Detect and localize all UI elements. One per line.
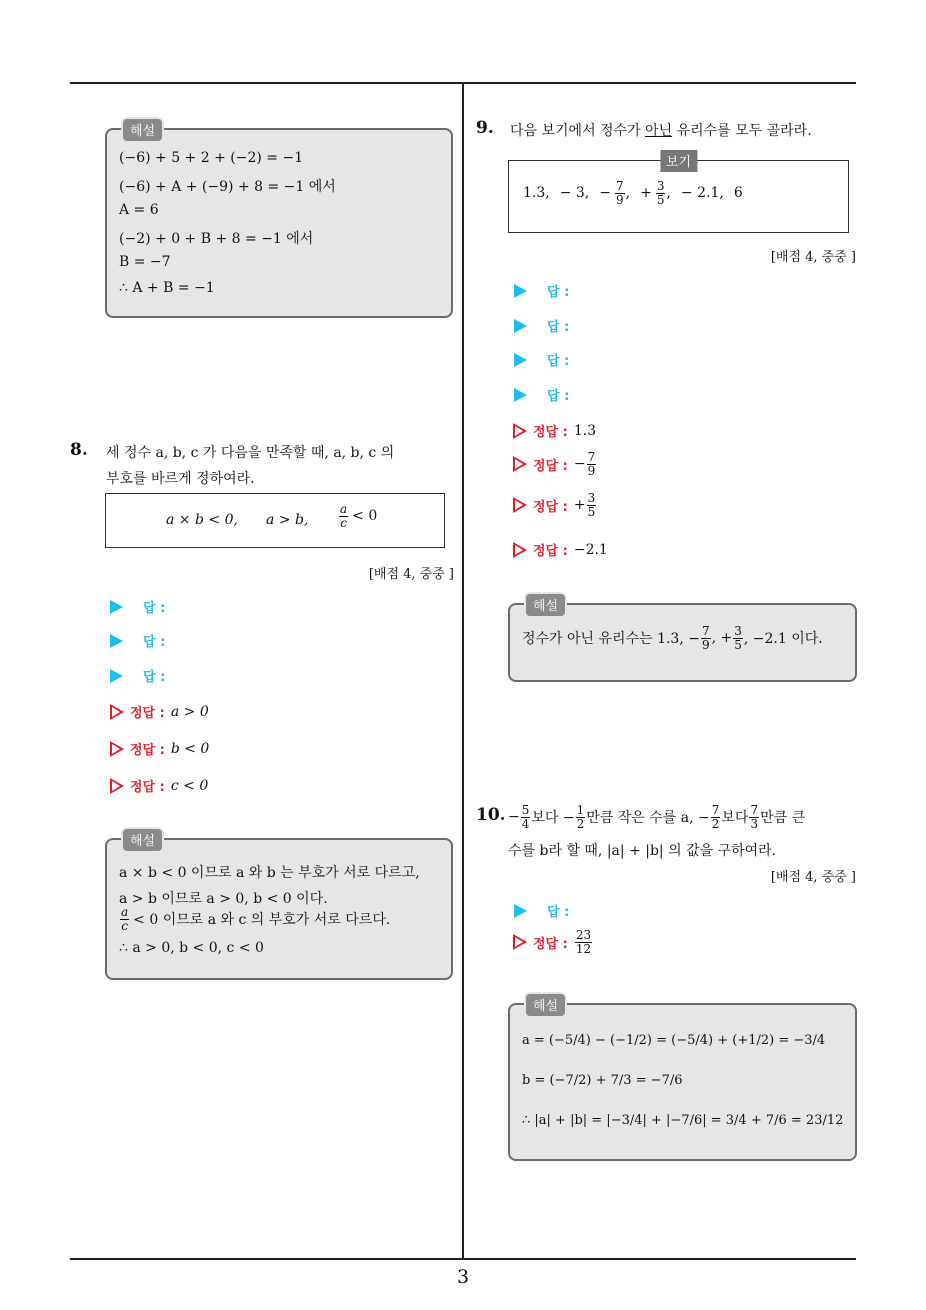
- solution-text: , −2.1 이다.: [743, 631, 823, 648]
- correct-label: 정답 :: [130, 780, 165, 795]
- fraction-numerator: 7: [750, 803, 759, 817]
- answer-label: 답 :: [547, 389, 570, 404]
- question-text: [510, 120, 812, 140]
- answer-field[interactable]: [110, 597, 165, 616]
- answer-label: 답 :: [143, 670, 166, 685]
- sign: +: [573, 497, 586, 514]
- sign: +: [640, 185, 652, 202]
- condition-3: [338, 503, 377, 529]
- condition-1: a × b < 0,: [166, 512, 238, 528]
- correct-label: 정답 :: [130, 706, 165, 721]
- page-number: 3: [456, 1266, 470, 1288]
- question-text-part: 보다: [721, 810, 749, 827]
- sign: −: [573, 456, 586, 473]
- question-text: [508, 804, 805, 830]
- correct-answer: [513, 492, 597, 518]
- arrow-icon: [514, 904, 527, 918]
- sign: −: [599, 185, 611, 202]
- solution-line: (−6) + A + (−9) + 8 = −1 에서: [119, 179, 336, 195]
- answer-label: 답 :: [547, 320, 570, 335]
- correct-answer: [110, 739, 209, 758]
- correct-answer: [110, 702, 209, 721]
- question-text: 수를 b라 할 때, |a| + |b| 의 값을 구하여라.: [508, 843, 777, 859]
- correct-value: −2.1: [573, 541, 608, 558]
- arrow-icon: [514, 319, 527, 333]
- fraction-numerator: 5: [521, 803, 530, 817]
- score-label: [배점 4, 중중 ]: [770, 250, 856, 265]
- fraction-numerator: 3: [734, 624, 742, 638]
- answer-field[interactable]: [110, 631, 165, 650]
- bogi-items: [523, 180, 743, 206]
- solution-tag: 해설: [121, 827, 164, 853]
- solution-line: A = 6: [119, 202, 159, 218]
- sign: −: [508, 809, 520, 826]
- open-arrow-icon: [110, 741, 124, 757]
- fraction-numerator: 23: [575, 928, 592, 942]
- score-label: [배점 4, 중중 ]: [368, 567, 454, 582]
- condition-box: [105, 493, 445, 548]
- fraction-denominator: 5: [587, 504, 596, 519]
- bogi-item: − 3,: [559, 185, 590, 202]
- bogi-item: 1.3,: [523, 185, 550, 202]
- answer-field[interactable]: [110, 666, 165, 685]
- underlined-word: 아닌: [645, 123, 673, 139]
- correct-label: 정답 :: [533, 458, 568, 474]
- fraction-numerator: a: [121, 905, 129, 919]
- answer-field[interactable]: [514, 316, 569, 335]
- open-arrow-icon: [110, 778, 124, 794]
- answer-field[interactable]: [514, 385, 569, 404]
- score-label: [배점 4, 중중 ]: [770, 870, 856, 885]
- bogi-item: + $\frac{3}{5}$ ,: [640, 179, 671, 207]
- arrow-icon: [110, 669, 123, 683]
- correct-answer: [513, 451, 597, 477]
- fraction-denominator: 2: [711, 816, 720, 831]
- fraction-denominator: 5: [734, 637, 742, 652]
- correct-label: 정답 :: [533, 936, 568, 952]
- answer-label: 답 :: [547, 905, 570, 920]
- condition-2: a > b,: [266, 512, 309, 528]
- answer-label: 답 :: [143, 635, 166, 650]
- bogi-tag: 보기: [660, 150, 697, 172]
- fraction-numerator: 7: [616, 179, 624, 193]
- arrow-icon: [514, 284, 527, 298]
- question-text-part: 만큼 큰: [760, 810, 806, 827]
- solution-line: a × b < 0 이므로 a 와 b 는 부호가 서로 다르고,: [119, 865, 420, 881]
- correct-value: c < 0: [170, 777, 209, 794]
- solution-line: [119, 906, 390, 932]
- arrow-icon: [514, 388, 527, 402]
- correct-answer: [513, 540, 608, 559]
- answer-label: 답 :: [547, 354, 570, 369]
- solution-box-q10: [508, 999, 857, 1161]
- solution-line: ∴ A + B = −1: [119, 280, 215, 296]
- fraction-denominator: c: [121, 918, 128, 933]
- solution-line: a > b 이므로 a > 0, b < 0 이다.: [119, 891, 328, 907]
- fraction-denominator: 9: [616, 192, 624, 207]
- fraction-numerator: 7: [587, 450, 596, 464]
- condition-3-rest: < 0: [352, 508, 378, 525]
- correct-value: 1.3: [573, 422, 597, 439]
- solution-line: B = −7: [119, 254, 171, 270]
- solution-line: [522, 625, 823, 651]
- arrow-icon: [110, 600, 123, 614]
- fraction-numerator: a: [340, 502, 348, 516]
- answer-field[interactable]: [514, 901, 569, 920]
- fraction-denominator: c: [340, 515, 347, 530]
- fraction-denominator: 5: [656, 192, 665, 207]
- correct-label: 정답 :: [533, 544, 568, 559]
- question-text: 세 정수 a, b, c 가 다음을 만족할 때, a, b, c 의: [106, 445, 395, 461]
- open-arrow-icon: [513, 542, 527, 558]
- solution-text: < 0 이므로 a 와 c 의 부호가 서로 다르다.: [133, 912, 391, 929]
- correct-value: b < 0: [170, 740, 210, 757]
- solution-tag: 해설: [524, 992, 567, 1018]
- solution-box-q9: [508, 599, 857, 682]
- correct-label: 정답 :: [130, 743, 165, 758]
- fraction-denominator: 4: [521, 816, 530, 831]
- fraction-numerator: 3: [656, 179, 665, 193]
- question-number: 9.: [476, 118, 494, 138]
- question-text-part: 만큼 작은 수를 a, −: [586, 810, 710, 827]
- arrow-icon: [514, 353, 527, 367]
- fraction-numerator: 7: [711, 803, 720, 817]
- bogi-box: [508, 155, 849, 233]
- correct-label: 정답 :: [533, 425, 568, 440]
- solution-line: a = (−5/4) − (−1/2) = (−5/4) + (+1/2) = −3/4: [522, 1033, 826, 1048]
- solution-box-q7: [105, 124, 453, 318]
- solution-line: ∴ a > 0, b < 0, c < 0: [119, 940, 264, 956]
- column-divider: [462, 83, 464, 1258]
- question-number: 8.: [70, 440, 88, 460]
- fraction-denominator: 9: [587, 463, 596, 478]
- solution-line: (−2) + 0 + B + 8 = −1 에서: [119, 231, 314, 247]
- fraction-numerator: 1: [576, 803, 585, 817]
- answer-field[interactable]: [514, 350, 569, 369]
- open-arrow-icon: [513, 934, 527, 950]
- solution-tag: 해설: [524, 592, 567, 618]
- solution-line: ∴ |a| + |b| = |−3/4| + |−7/6| = 3/4 + 7/6 = 23/12: [522, 1113, 844, 1128]
- fraction-denominator: 9: [701, 637, 710, 652]
- answer-label: 답 :: [143, 601, 166, 616]
- bogi-item: − $\frac{7}{9}$ ,: [599, 179, 631, 207]
- correct-value: a > 0: [170, 703, 209, 720]
- solution-text: 정수가 아닌 유리수는 1.3, −: [522, 631, 700, 648]
- solution-tag: 해설: [121, 117, 164, 143]
- open-arrow-icon: [513, 497, 527, 513]
- open-arrow-icon: [513, 456, 527, 472]
- solution-line: (−6) + 5 + 2 + (−2) = −1: [119, 150, 304, 166]
- open-arrow-icon: [513, 423, 527, 439]
- solution-box-q8: [105, 834, 453, 980]
- fraction-denominator: 12: [575, 941, 592, 956]
- bottom-rule: [70, 1258, 856, 1260]
- solution-text: , +: [711, 630, 733, 647]
- open-arrow-icon: [110, 704, 124, 720]
- answer-label: 답 :: [547, 285, 570, 300]
- question-text-part: 보다 −: [531, 810, 575, 827]
- question-text-part: 유리수를 모두 골라라.: [672, 123, 812, 139]
- bogi-item: 6: [733, 185, 743, 202]
- question-text-part: 다음 보기에서 정수가: [510, 123, 646, 139]
- fraction-denominator: 2: [576, 816, 585, 831]
- bogi-item: − 2.1,: [680, 185, 724, 202]
- correct-label: 정답 :: [533, 499, 568, 515]
- fraction-numerator: 7: [701, 624, 710, 638]
- correct-answer: [110, 776, 208, 795]
- question-number: 10.: [476, 805, 506, 825]
- answer-field[interactable]: [514, 281, 569, 300]
- fraction-numerator: 3: [587, 491, 596, 505]
- question-text: 부호를 바르게 정하여라.: [106, 471, 255, 487]
- solution-line: b = (−7/2) + 7/3 = −7/6: [522, 1073, 683, 1088]
- fraction-denominator: 3: [750, 816, 759, 831]
- correct-answer: [513, 421, 596, 440]
- arrow-icon: [110, 634, 123, 648]
- correct-answer: [513, 929, 593, 955]
